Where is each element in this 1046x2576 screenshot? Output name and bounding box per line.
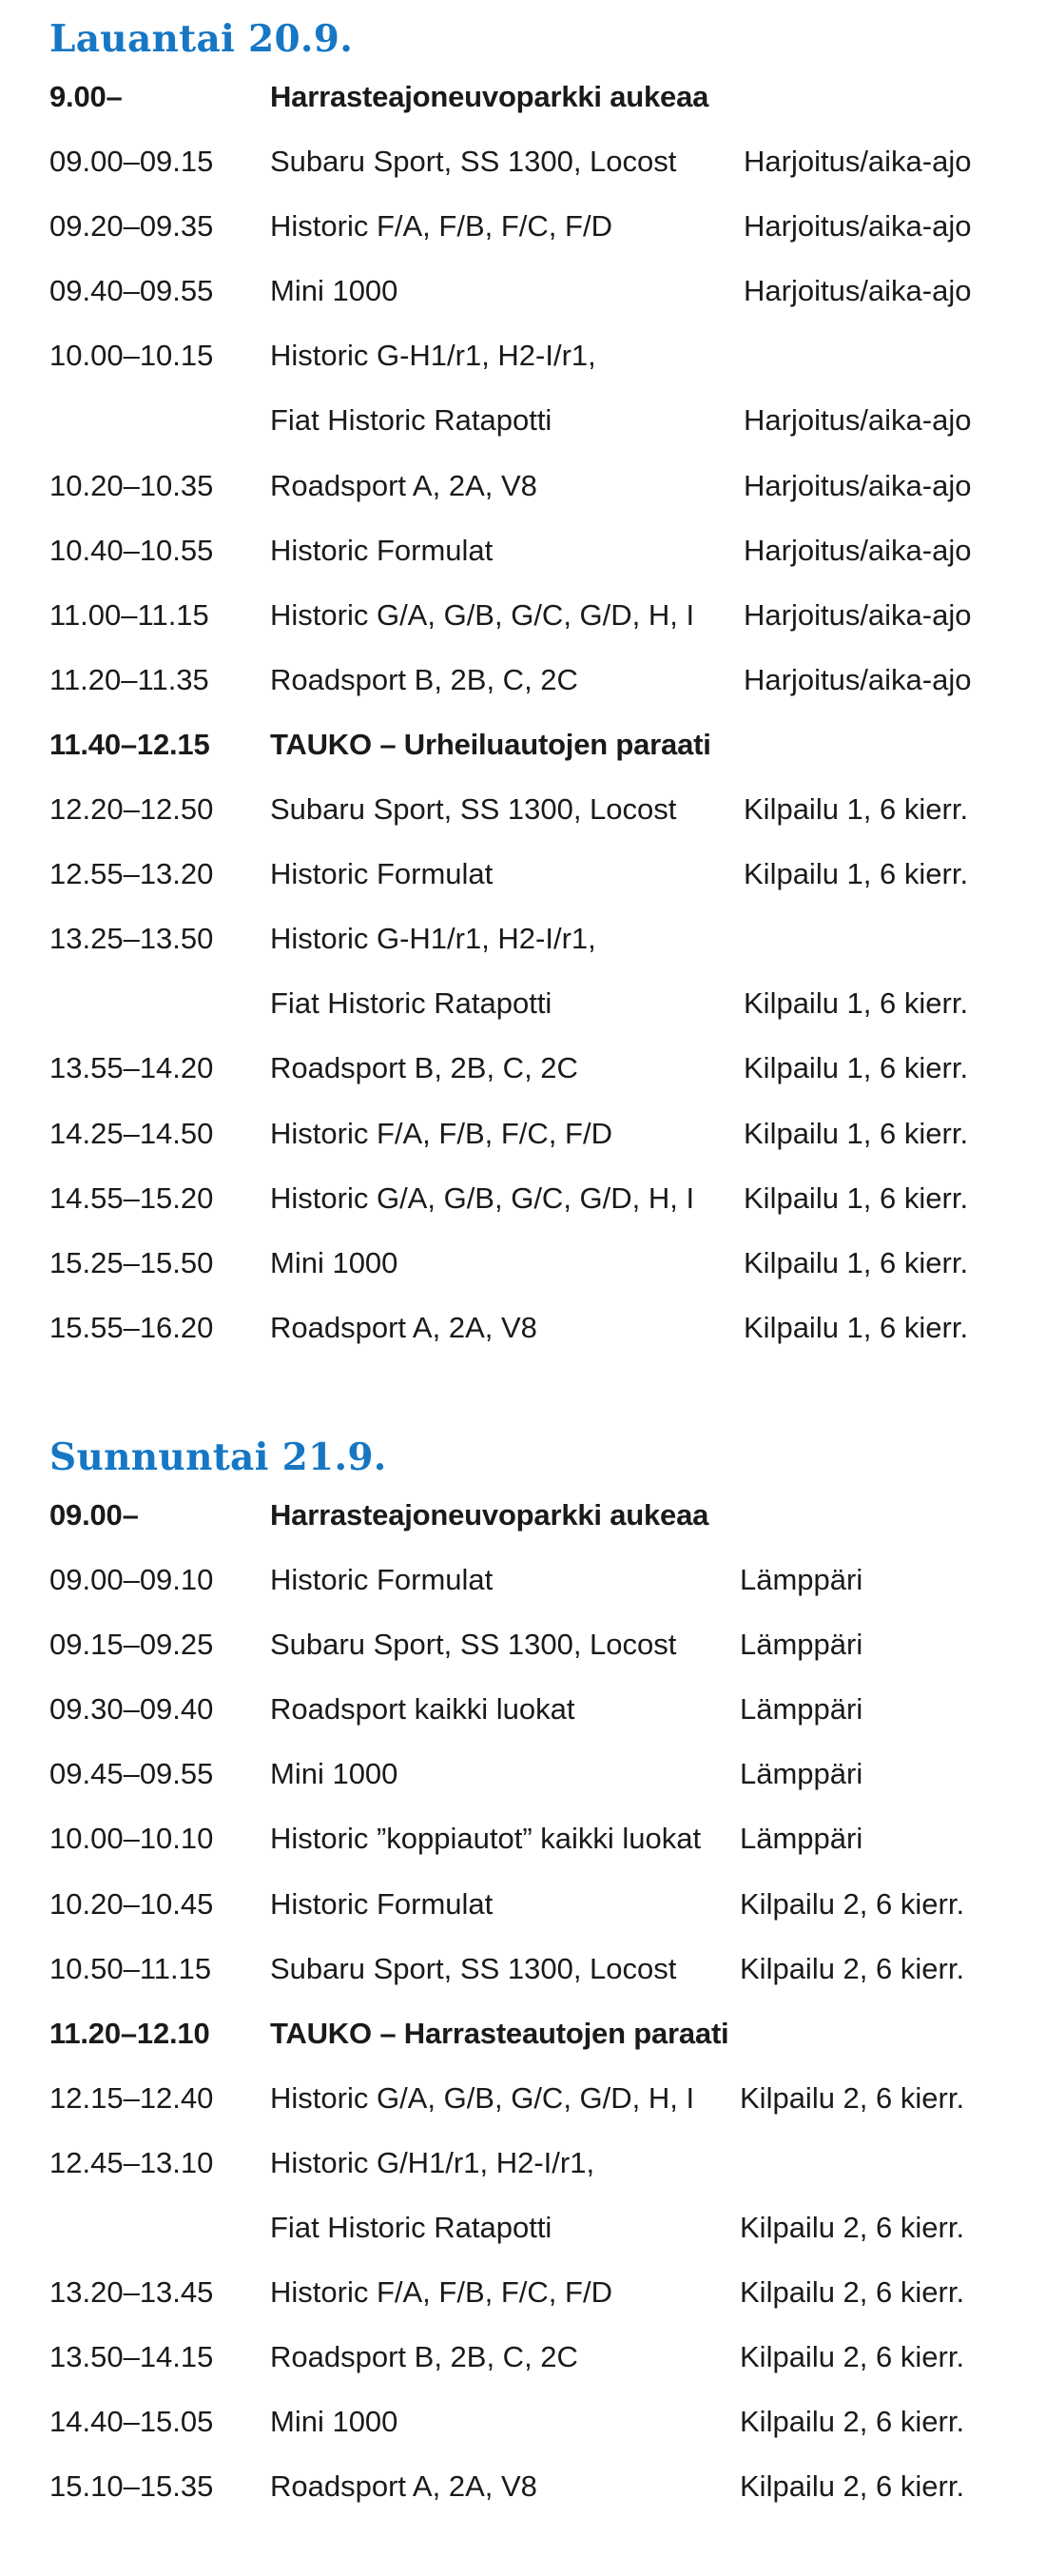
schedule-session-type: Harjoitus/aika-ajo: [744, 468, 972, 502]
schedule-session-type: Kilpailu 2, 6 kierr.: [740, 2080, 965, 2115]
schedule-class: Historic G/H1/r1, H2-I/r1,: [270, 2145, 595, 2179]
schedule-highlight-row: [49, 1494, 1010, 1559]
schedule-row: [49, 595, 1010, 659]
schedule-class: Historic Formulat: [270, 857, 494, 891]
schedule-class: Roadsport kaikki luokat: [270, 1692, 575, 1727]
schedule-session-type: Kilpailu 2, 6 kierr.: [740, 2405, 965, 2439]
schedule-session-type: Kilpailu 2, 6 kierr.: [740, 2340, 965, 2374]
schedule-session-type: Kilpailu 2, 6 kierr.: [740, 2469, 965, 2504]
saturday-schedule: [49, 11, 1010, 1372]
schedule-row: [49, 983, 1010, 1047]
schedule-class: Historic G-H1/r1, H2-I/r1,: [270, 922, 596, 956]
schedule-time: 11.20–12.10: [49, 2016, 210, 2050]
schedule-class: Mini 1000: [270, 1245, 398, 1279]
schedule-class: Historic G/A, G/B, G/C, G/D, H, I: [270, 1181, 695, 1215]
schedule-class: TAUKO – Urheiluautojen paraati: [270, 727, 711, 761]
schedule-class: Harrasteajoneuvoparkki aukeaa: [270, 80, 709, 113]
schedule-row: [49, 530, 1010, 595]
schedule-time: 11.20–11.35: [49, 662, 209, 696]
schedule-session-type: Kilpailu 2, 6 kierr.: [740, 1951, 965, 1985]
schedule-time: 15.10–15.35: [49, 2469, 214, 2504]
schedule-session-type: Lämppäri: [740, 1563, 863, 1597]
schedule-session-type: Harjoitus/aika-ajo: [744, 209, 972, 244]
schedule-time: 10.20–10.35: [49, 468, 214, 502]
schedule-class: Historic F/A, F/B, F/C, F/D: [270, 1116, 612, 1150]
schedule-time: 11.00–11.15: [49, 597, 209, 632]
schedule-row: [49, 1624, 1010, 1688]
schedule-row: [49, 2466, 1010, 2530]
schedule-class: Mini 1000: [270, 2405, 398, 2439]
schedule-row: [49, 1047, 1010, 1112]
schedule-time: 14.55–15.20: [49, 1181, 214, 1215]
schedule-class: Roadsport A, 2A, V8: [270, 1310, 537, 1344]
schedule-session-type: Lämppäri: [740, 1822, 863, 1856]
schedule-time: 13.50–14.15: [49, 2340, 214, 2374]
schedule-class: TAUKO – Harrasteautojen paraati: [270, 2016, 729, 2050]
schedule-session-type: Kilpailu 1, 6 kierr.: [744, 1181, 969, 1215]
schedule-highlight-row: [49, 76, 1010, 141]
schedule-class: Historic F/A, F/B, F/C, F/D: [270, 2275, 612, 2310]
schedule-time: 10.00–10.15: [49, 339, 214, 373]
schedule-row: [49, 2207, 1010, 2272]
schedule-session-type: Kilpailu 1, 6 kierr.: [744, 857, 969, 891]
schedule-row: [49, 1948, 1010, 2013]
schedule-class: Subaru Sport, SS 1300, Locost: [270, 145, 677, 179]
schedule-time: 13.55–14.20: [49, 1051, 214, 1085]
schedule-time: 10.20–10.45: [49, 1886, 214, 1921]
schedule-row: [49, 141, 1010, 205]
schedule-time: 09.00–09.10: [49, 1563, 214, 1597]
schedule-class: Roadsport B, 2B, C, 2C: [270, 662, 578, 696]
schedule-time: 13.20–13.45: [49, 2275, 214, 2310]
schedule-session-type: Kilpailu 2, 6 kierr.: [740, 1886, 965, 1921]
schedule-row: [49, 1559, 1010, 1624]
schedule-highlight-row: [49, 2013, 1010, 2078]
schedule-class: Harrasteajoneuvoparkki aukeaa: [270, 1498, 709, 1532]
schedule-time: 10.00–10.10: [49, 1822, 214, 1856]
schedule-class: Historic Formulat: [270, 533, 494, 567]
schedule-class: Roadsport A, 2A, V8: [270, 468, 537, 502]
schedule-row: [49, 789, 1010, 853]
schedule-class: Roadsport B, 2B, C, 2C: [270, 1051, 578, 1085]
schedule-time: 09.40–09.55: [49, 274, 214, 308]
sunday-rows: [49, 1494, 1010, 2531]
schedule-class: Historic ”koppiautot” kaikki luokat: [270, 1822, 702, 1856]
schedule-row: [49, 465, 1010, 530]
schedule-class: Historic F/A, F/B, F/C, F/D: [270, 209, 612, 244]
schedule-time: 15.55–16.20: [49, 1310, 214, 1344]
schedule-time: 14.25–14.50: [49, 1116, 214, 1150]
schedule-class: Subaru Sport, SS 1300, Locost: [270, 792, 677, 827]
schedule-time: 10.40–10.55: [49, 533, 214, 567]
schedule-session-type: Kilpailu 1, 6 kierr.: [744, 792, 969, 827]
schedule-class: Fiat Historic Ratapotti: [270, 403, 552, 438]
schedule-time: 10.50–11.15: [49, 1951, 212, 1985]
schedule-class: Fiat Historic Ratapotti: [270, 986, 552, 1021]
schedule-row: [49, 1883, 1010, 1948]
schedule-row: [49, 1688, 1010, 1753]
schedule-session-type: Lämppäri: [740, 1757, 863, 1791]
schedule-time: 13.25–13.50: [49, 922, 214, 956]
saturday-rows: [49, 76, 1010, 1372]
schedule-class: Mini 1000: [270, 1757, 398, 1791]
schedule-row: [49, 1753, 1010, 1818]
schedule-session-type: Lämppäri: [740, 1692, 863, 1727]
schedule-row: [49, 1178, 1010, 1242]
schedule-time: 9.00–: [49, 80, 123, 113]
schedule-time: 09.45–09.55: [49, 1757, 214, 1791]
schedule-row: [49, 1818, 1010, 1883]
schedule-time: 12.55–13.20: [49, 857, 214, 891]
schedule-class: Historic G/A, G/B, G/C, G/D, H, I: [270, 597, 695, 632]
schedule-session-type: Harjoitus/aika-ajo: [744, 274, 972, 308]
schedule-session-type: Harjoitus/aika-ajo: [744, 403, 972, 438]
schedule-session-type: Kilpailu 1, 6 kierr.: [744, 1245, 969, 1279]
schedule-row: [49, 2401, 1010, 2466]
schedule-time: 09.15–09.25: [49, 1628, 214, 1662]
schedule-row: [49, 335, 1010, 400]
schedule-session-type: Kilpailu 1, 6 kierr.: [744, 986, 969, 1021]
schedule-time: 12.20–12.50: [49, 792, 214, 827]
schedule-row: [49, 1307, 1010, 1372]
sunday-schedule: [49, 1430, 1010, 2531]
schedule-time: 09.20–09.35: [49, 209, 214, 244]
schedule-session-type: Kilpailu 2, 6 kierr.: [740, 2275, 965, 2310]
schedule-row: [49, 853, 1010, 918]
schedule-class: Historic Formulat: [270, 1563, 494, 1597]
schedule-time: 12.15–12.40: [49, 2080, 214, 2115]
schedule-row: [49, 400, 1010, 464]
schedule-time: 14.40–15.05: [49, 2405, 214, 2439]
schedule-class: Roadsport A, 2A, V8: [270, 2469, 537, 2504]
schedule-time: 09.00–09.15: [49, 145, 214, 179]
schedule-session-type: Harjoitus/aika-ajo: [744, 597, 972, 632]
schedule-row: [49, 918, 1010, 983]
schedule-session-type: Kilpailu 1, 6 kierr.: [744, 1116, 969, 1150]
schedule-session-type: Kilpailu 2, 6 kierr.: [740, 2211, 965, 2245]
saturday-heading: Lauantai 20.9.: [49, 17, 354, 61]
schedule-time: 11.40–12.15: [49, 727, 210, 761]
schedule-row: [49, 2142, 1010, 2207]
schedule-time: 09.00–: [49, 1498, 139, 1532]
schedule-time: 15.25–15.50: [49, 1245, 214, 1279]
schedule-class: Subaru Sport, SS 1300, Locost: [270, 1628, 677, 1662]
schedule-session-type: Lämppäri: [740, 1628, 863, 1662]
schedule-row: [49, 2078, 1010, 2142]
schedule-class: Historic G/A, G/B, G/C, G/D, H, I: [270, 2080, 695, 2115]
schedule-class: Historic G-H1/r1, H2-I/r1,: [270, 339, 596, 373]
schedule-class: Mini 1000: [270, 274, 398, 308]
schedule-class: Fiat Historic Ratapotti: [270, 2211, 552, 2245]
schedule-session-type: Harjoitus/aika-ajo: [744, 533, 972, 567]
schedule-row: [49, 2272, 1010, 2336]
schedule-row: [49, 1113, 1010, 1178]
schedule-session-type: Harjoitus/aika-ajo: [744, 662, 972, 696]
schedule-class: Historic Formulat: [270, 1886, 494, 1921]
schedule-time: 12.45–13.10: [49, 2145, 214, 2179]
schedule-class: Roadsport B, 2B, C, 2C: [270, 2340, 578, 2374]
schedule-session-type: Harjoitus/aika-ajo: [744, 145, 972, 179]
schedule-highlight-row: [49, 724, 1010, 789]
sunday-heading: Sunnuntai 21.9.: [49, 1435, 387, 1479]
schedule-class: Subaru Sport, SS 1300, Locost: [270, 1951, 677, 1985]
schedule-session-type: Kilpailu 1, 6 kierr.: [744, 1051, 969, 1085]
schedule-session-type: Kilpailu 1, 6 kierr.: [744, 1310, 969, 1344]
schedule-row: [49, 205, 1010, 270]
schedule-row: [49, 1242, 1010, 1307]
schedule-time: 09.30–09.40: [49, 1692, 214, 1727]
schedule-row: [49, 270, 1010, 335]
schedule-row: [49, 2336, 1010, 2401]
schedule-row: [49, 659, 1010, 724]
